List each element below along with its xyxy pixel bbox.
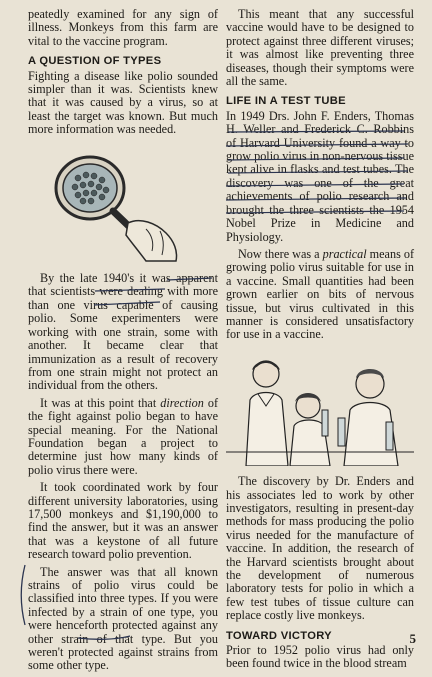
right-column — [226, 8, 414, 675]
direction-paragraph — [28, 397, 218, 477]
direction-text-b: of the fight against polio began to have special meaning. For the National Foundation began a project to determine just how many kinds of polio virus there were. — [28, 395, 219, 477]
practical-emphasis: practical — [322, 246, 367, 261]
three-viruses-paragraph: This meant that any successful vaccine would have to be designed to protect against three different viruses; it was almost like preventing three diseases, though their symptoms were all the same. — [226, 7, 414, 89]
practical-means-paragraph — [226, 248, 414, 342]
intro-paragraph: peatedly examined for any sign of illness. Monkeys from this farm are vital to the vaccine program. — [28, 7, 218, 48]
coordinated-work-paragraph: It took coordinated work by four different university laboratories, using 17,500 monkeys and $1,190,000 to find the answer, but it was an answer that was a keystone of all future research toward polio prevention. — [28, 480, 218, 562]
late-1940s-paragraph: By the late 1940's it was apparent that scientists were dealing with more than one virus capable of causing polio. Some experimenters were working with one strain, some with another. It became clear that immunization as a result of recovery from one strain might not protect an individual from the others. — [28, 271, 218, 393]
lab-scientists-illustration — [226, 348, 414, 469]
practical-text-a: Now there was a — [238, 246, 323, 261]
enders-discovery-paragraph: In 1949 Drs. John F. Enders, Thomas H. Weller and Frederick C. Robbins of Harvard University found a way to grow polio virus in non-nervous tissue kept alive in flasks and test tubes. The discovery was one of the great achievements of polio research and brought the three scientists the 1954 Nobel Prize in Medicine and Physiology. — [226, 108, 414, 244]
heading-question-of-types: A QUESTION OF TYPES — [28, 55, 162, 68]
hand-magnifier-drawing — [28, 143, 218, 263]
practical-text-b: means of growing polio virus suitable for use in a vaccine. Small quantities had been grown earlier on bits of nervous tissue, but virus cultivated in this manner is considered unsatisfactory for use in a vaccine. — [226, 246, 415, 342]
types-paragraph: Fighting a disease like polio sounded simpler than it was. Scientists knew that it was caused by a virus, so at least the target was known. But much more information was needed. — [28, 68, 218, 137]
page-number: 5 — [409, 631, 416, 646]
petri-dish-illustration — [28, 143, 218, 266]
heading-life-in-test-tube: LIFE IN A TEST TUBE — [226, 95, 346, 108]
victory-paragraph: Prior to 1952 polio virus had only been found twice in the blood stream — [226, 643, 414, 671]
three-types-answer-paragraph: The answer was that all known strains of polio virus could be classified into three types. If you were infected by a strain of one type, you were henceforth protected against any other strain of that type. But you weren't protected against strains from some other type. — [28, 564, 218, 673]
heading-toward-victory: TOWARD VICTORY — [226, 629, 332, 642]
direction-text-a: It was at this point that — [40, 395, 161, 410]
scientists-drawing — [226, 348, 414, 466]
left-column — [28, 8, 218, 677]
mass-production-paragraph: The discovery by Dr. Enders and his associates led to work by other investigators, resulting in present-day methods for mass producing the polio virus needed for the manufacture of vaccine. In addition, the research of the Harvard scientists brought about the development of numerous laboratory tests for polio in which a few test tubes of tissue culture can replace costly live monkeys. — [226, 474, 414, 623]
direction-emphasis: direction — [160, 395, 204, 410]
